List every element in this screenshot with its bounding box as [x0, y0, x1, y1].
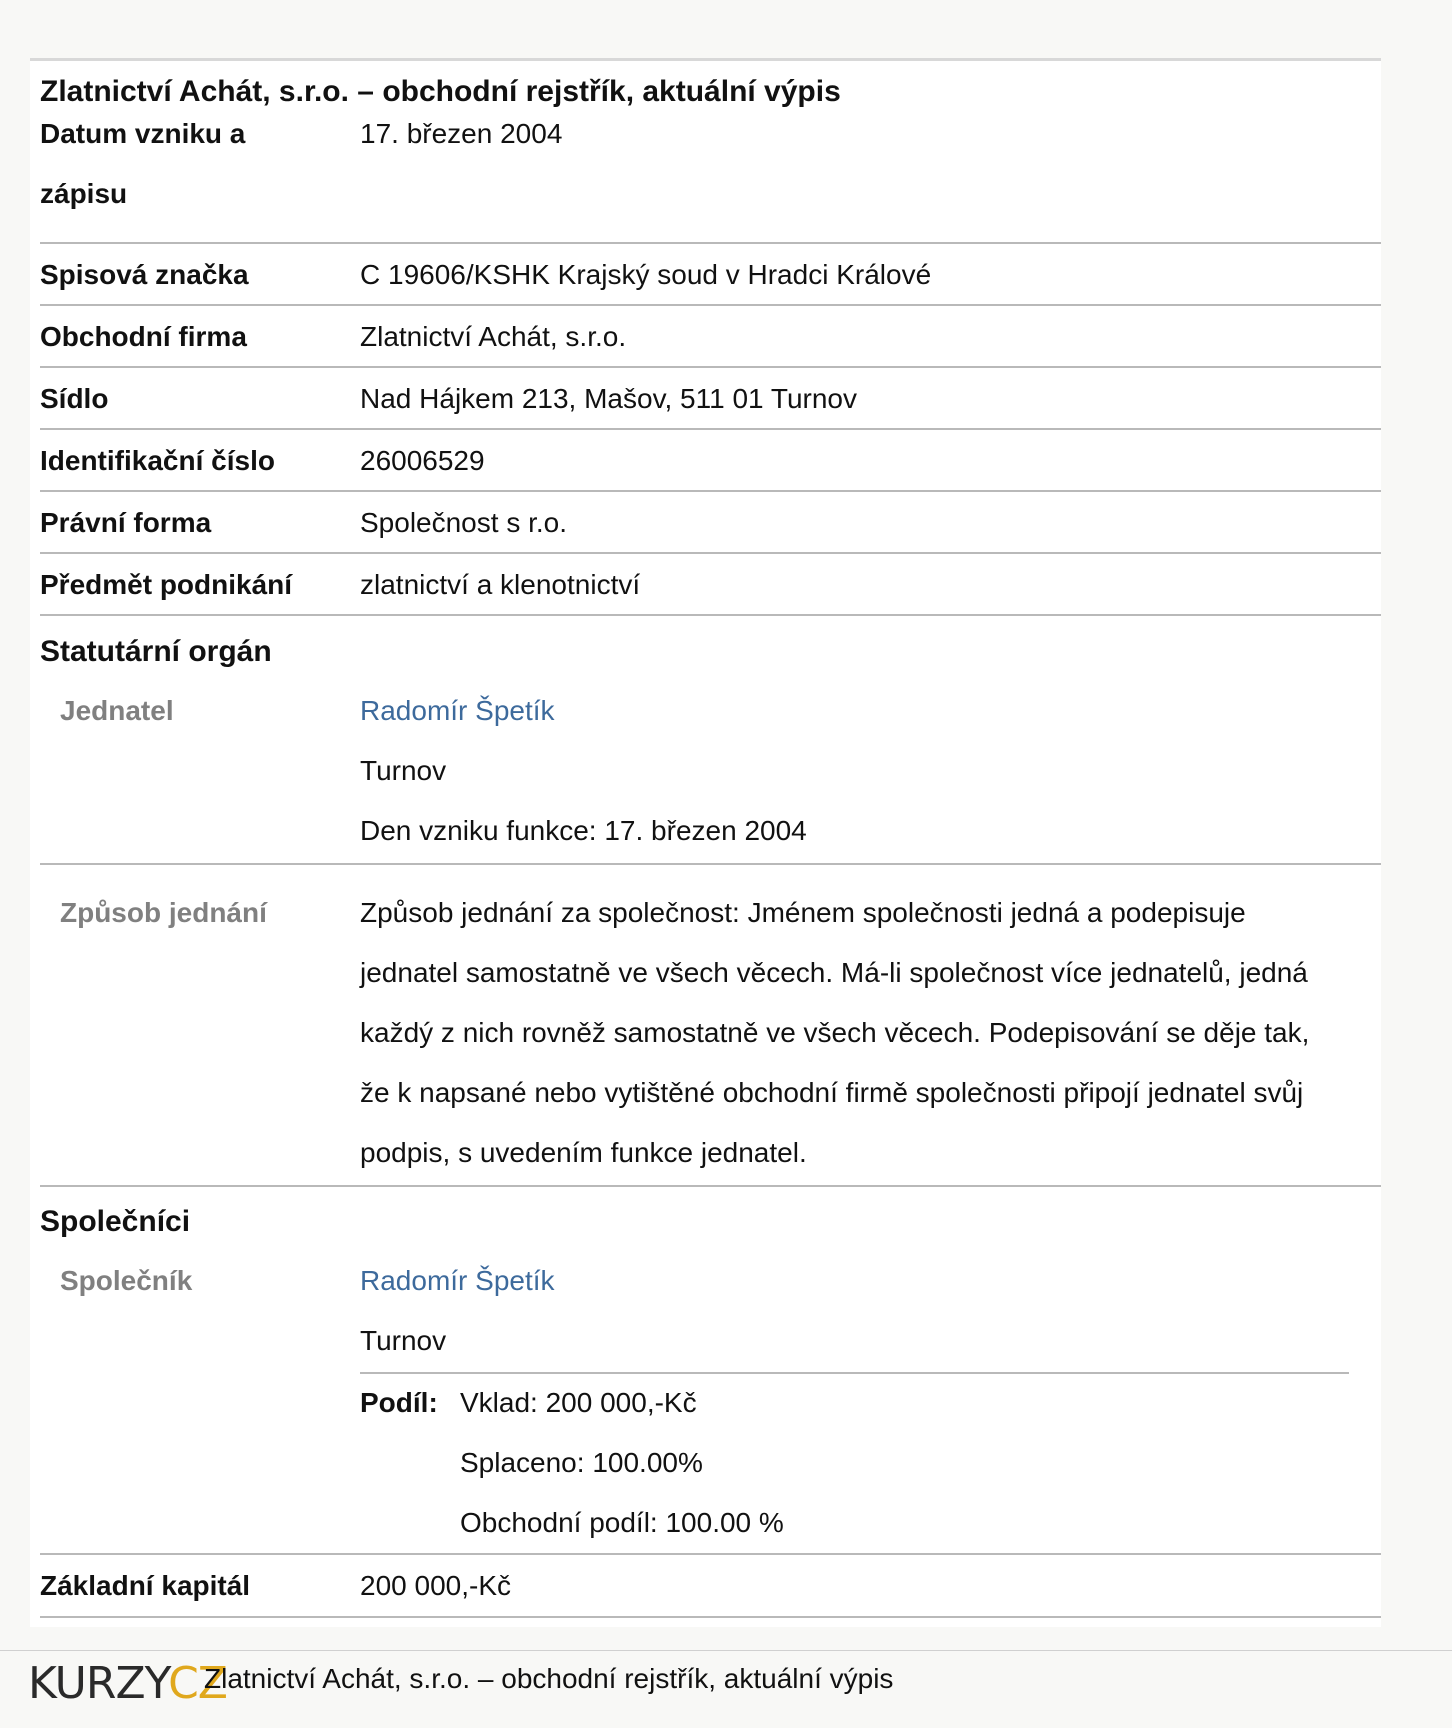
page-title: Zlatnictví Achát, s.r.o. – obchodní rejstřík, aktuální výpis: [40, 75, 841, 108]
value-business-activity: zlatnictví a klenotnictví: [360, 569, 641, 600]
label-acting-method: Způsob jednání: [60, 897, 267, 928]
label-legal-form: Právní forma: [40, 507, 212, 538]
divider: [40, 490, 1381, 492]
label-file-number: Spisová značka: [40, 259, 249, 290]
divider: [40, 614, 1381, 616]
acting-method-line: podpis, s uvedením funkce jednatel.: [360, 1137, 807, 1168]
value-business-name: Zlatnictví Achát, s.r.o.: [360, 321, 627, 352]
label-share: Podíl:: [360, 1387, 438, 1418]
value-deposit: Vklad: 200 000,-Kč: [460, 1387, 697, 1418]
divider: [40, 1616, 1381, 1618]
value-acting-method: [360, 883, 1410, 1183]
register-extract: [30, 58, 1381, 1627]
label-executive: Jednatel: [60, 695, 174, 726]
value-id-number: 26006529: [360, 445, 485, 476]
value-seat: Nad Hájkem 213, Mašov, 511 01 Turnov: [360, 383, 857, 414]
value-executive-city: Turnov: [360, 755, 447, 786]
section-partners: Společníci: [40, 1205, 191, 1238]
label-founding-date: Datum vzniku a zápisu: [40, 118, 246, 209]
divider: [40, 1553, 1381, 1555]
acting-method-line: že k napsané nebo vytištěné obchodní firmě společnosti připojí jednatel svůj: [360, 1077, 1304, 1108]
footer-caption: Zlatnictví Achát, s.r.o. – obchodní rejstřík, aktuální výpis: [204, 1663, 894, 1694]
link-partner-name[interactable]: Radomír Špetík: [360, 1265, 555, 1296]
divider: [40, 1185, 1381, 1187]
footer-divider: [0, 1650, 1452, 1651]
value-founding-date: 17. březen 2004: [360, 118, 563, 149]
divider: [40, 366, 1381, 368]
label-business-name: Obchodní firma: [40, 321, 247, 352]
acting-method-line: každý z nich rovněž samostatně ve všech věcech. Podepisování se děje tak,: [360, 1017, 1310, 1048]
section-statutory-body: Statutární orgán: [40, 635, 272, 668]
value-business-share: Obchodní podíl: 100.00 %: [460, 1507, 784, 1538]
label-seat: Sídlo: [40, 383, 109, 414]
label-registered-capital: Základní kapitál: [40, 1570, 251, 1601]
value-registered-capital: 200 000,-Kč: [360, 1570, 511, 1601]
value-partner-city: Turnov: [360, 1325, 447, 1356]
value-paid: Splaceno: 100.00%: [460, 1447, 703, 1478]
value-file-number: C 19606/KSHK Krajský soud v Hradci Králové: [360, 259, 932, 290]
link-executive-name[interactable]: Radomír Špetík: [360, 695, 555, 726]
logo-text-cz: CZ: [168, 1658, 227, 1709]
divider: [40, 428, 1381, 430]
label-partner: Společník: [60, 1265, 193, 1296]
divider: [40, 242, 1381, 244]
label-id-number: Identifikační číslo: [40, 445, 275, 476]
logo-text-kurzy: KURZY: [28, 1658, 169, 1709]
divider: [40, 304, 1381, 306]
value-legal-form: Společnost s r.o.: [360, 507, 568, 538]
divider: [40, 552, 1381, 554]
divider: [40, 863, 1381, 865]
kurzy-logo[interactable]: [28, 1658, 227, 1709]
acting-method-line: Způsob jednání za společnost: Jménem společnosti jedná a podepisuje: [360, 897, 1246, 928]
value-executive-since: Den vzniku funkce: 17. březen 2004: [360, 815, 807, 846]
acting-method-line: jednatel samostatně ve všech věcech. Má-li společnost více jednatelů, jedná: [360, 957, 1308, 988]
label-business-activity: Předmět podnikání: [40, 569, 293, 600]
